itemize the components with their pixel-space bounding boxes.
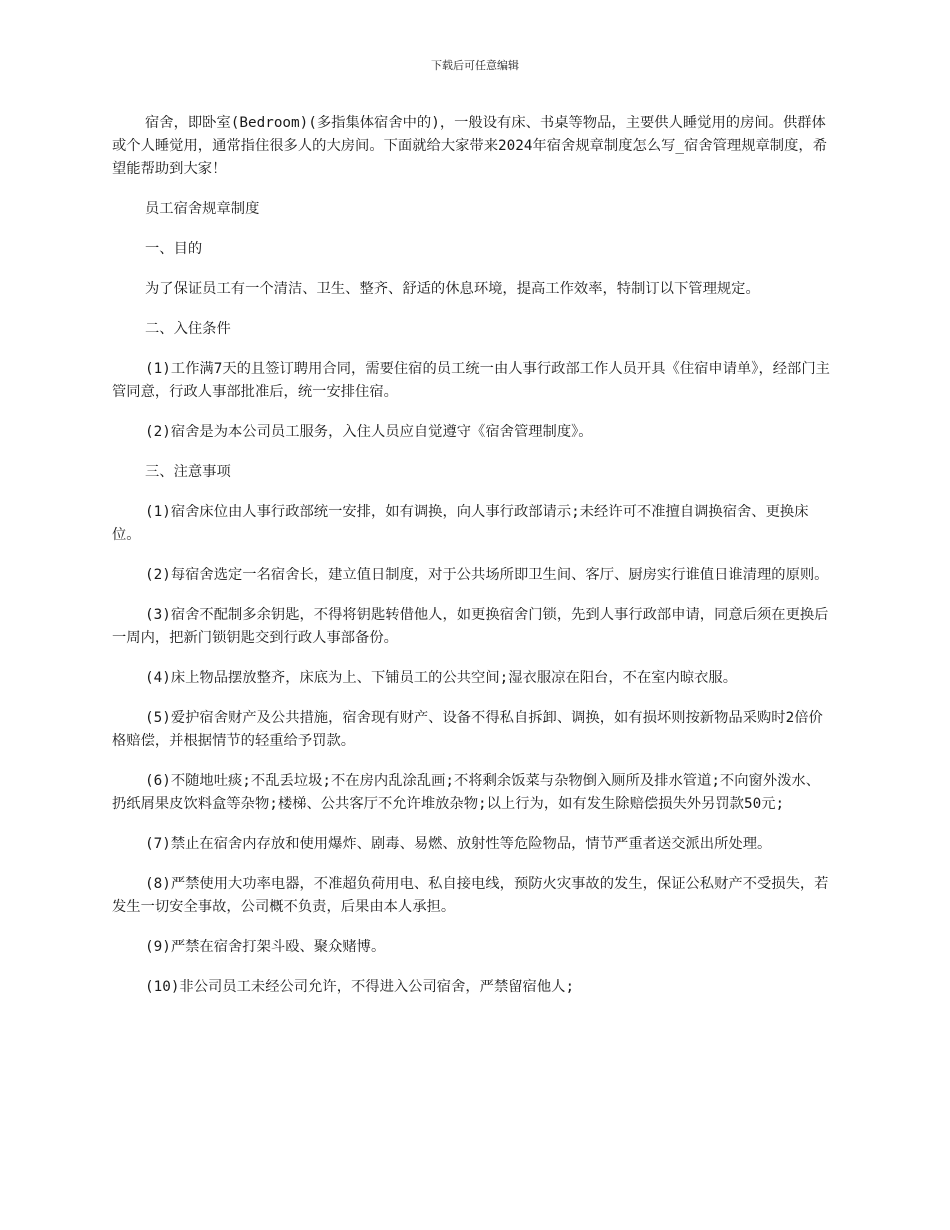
note-item-6: (6)不随地吐痰;不乱丢垃圾;不在房内乱涂乱画;不将剩余饭菜与杂物倒入厕所及排水管道;不向窗外泼水、扔纸屑果皮饮料盒等杂物;楼梯、公共客厅不允许堆放杂物;以上行为，如有发生除赔偿损失外另罚款50元; bbox=[112, 773, 821, 812]
condition-item-1: (1)工作满7天的且签订聘用合同，需要住宿的员工统一由人事行政部工作人员开具《住宿申请单》，经部门主管同意，行政人事部批准后，统一安排住宿。 bbox=[112, 361, 830, 400]
note-item-8: (8)严禁使用大功率电器，不准超负荷用电、私自接电线，预防火灾事故的发生，保证公私财产不受损失，若发生一切安全事故，公司概不负责，后果由本人承担。 bbox=[112, 876, 829, 915]
note-item-1: (1)宿舍床位由人事行政部统一安排，如有调换，向人事行政部请示;未经许可不准擅自调换宿舍、更换床位。 bbox=[112, 504, 809, 543]
purpose-paragraph: 为了保证员工有一个清洁、卫生、整齐、舒适的休息环境，提高工作效率，特制订以下管理规定。 bbox=[145, 281, 760, 297]
note-item-9: (9)严禁在宿舍打架斗殴、聚众赌博。 bbox=[145, 939, 386, 955]
condition-item-2: (2)宿舍是为本公司员工服务，入住人员应自觉遵守《宿舍管理制度》。 bbox=[145, 424, 593, 440]
note-item-7: (7)禁止在宿舍内存放和使用爆炸、剧毒、易燃、放射性等危险物品，情节严重者送交派出所处理。 bbox=[145, 836, 772, 852]
note-item-10: (10)非公司员工未经公司允许，不得进入公司宿舍，严禁留宿他人; bbox=[145, 979, 575, 995]
document-body bbox=[112, 112, 830, 1016]
heading-purpose: 一、目的 bbox=[145, 241, 203, 257]
note-item-3: (3)宿舍不配制多余钥匙，不得将钥匙转借他人，如更换宿舍门锁，先到人事行政部申请，同意后须在更换后一周内，把新门锁钥匙交到行政人事部备份。 bbox=[112, 607, 829, 646]
note-item-5: (5)爱护宿舍财产及公共措施，宿舍现有财产、设备不得私自拆卸、调换，如有损坏则按新物品采购时2倍价格赔偿，并根据情节的轻重给予罚款。 bbox=[112, 710, 823, 749]
heading-notes: 三、注意事项 bbox=[145, 464, 231, 480]
note-item-2: (2)每宿舍选定一名宿舍长，建立值日制度，对于公共场所即卫生间、客厅、厨房实行谁值日谁清理的原则。 bbox=[145, 567, 829, 583]
page-header: 下载后可任意编辑 bbox=[431, 59, 519, 72]
heading-conditions: 二、入住条件 bbox=[145, 321, 231, 337]
note-item-4: (4)床上物品摆放整齐，床底为上、下铺员工的公共空间;湿衣服凉在阳台，不在室内晾衣服。 bbox=[145, 670, 738, 686]
section-title: 员工宿舍规章制度 bbox=[145, 201, 260, 217]
intro-paragraph: 宿舍，即卧室(Bedroom)(多指集体宿舍中的)，一般设有床、书桌等物品，主要供人睡觉用的房间。供群体或个人睡觉用，通常指住很多人的大房间。下面就给大家带来2024年宿舍规章制度怎么写_宿舍管理规章制度，希望能帮助到大家！ bbox=[112, 115, 827, 177]
